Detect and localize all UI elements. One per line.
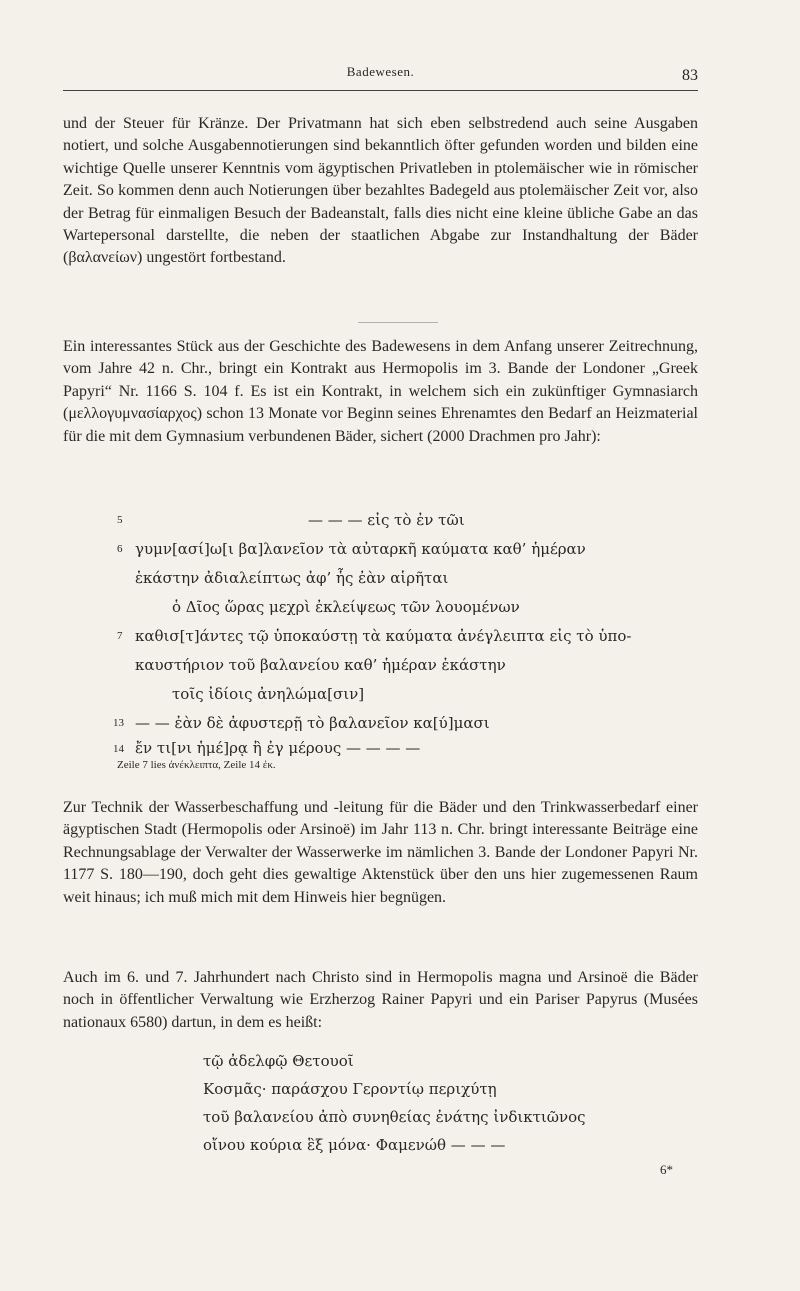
page-number: 83 xyxy=(682,67,698,84)
greek-line: τῷ ἀδελφῷ Θετουοῖ xyxy=(203,1052,354,1070)
greek-line: ἑκάστην ἀδιαλείπτως ἀφ’ ἧς ἐὰν αἱρῆται xyxy=(135,569,449,587)
greek-line: Κοσμᾶς· παράσχου Γεροντίῳ περιχύτῃ xyxy=(203,1080,497,1098)
line-number: 13 xyxy=(113,717,124,729)
greek-line: ὁ Δῖος ὥρας μεχρὶ ἐκλείψεως τῶν λουομένων xyxy=(172,598,520,616)
line-number: 6 xyxy=(117,543,123,555)
greek-line: ἔν τι[νι ἡμέ]ρᾳ ἢ ἐγ μέρους — — — — xyxy=(135,739,421,757)
greek-line: — — ἐὰν δὲ ἀφυστερῇ τὸ βαλανεῖον κα[ύ]μασι xyxy=(135,714,490,732)
critical-note: Zeile 7 lies ἀνέκλειπτα, Zeile 14 ἐκ. xyxy=(117,759,276,771)
greek-line: — — — εἰς τὸ ἐν τῶι xyxy=(308,511,465,529)
paragraph-4: Auch im 6. und 7. Jahrhundert nach Christo sind in Hermopolis magna und Arsinoë die Bäder noch in öffentlicher Verwaltung wie Erzherzog Rainer Papyri und ein Pariser Papyrus (Musées nationaux 6580) dartun, in dem es heißt: xyxy=(63,969,698,1031)
greek-line: οἴνου κούρια ἓξ μόνα· Φαμενώθ — — — xyxy=(203,1136,506,1154)
line-number: 5 xyxy=(117,514,123,526)
greek-line: γυμν[ασί]ω[ι βα]λανεῖον τὰ αὐταρκῆ καύματα καθ’ ἡμέραν xyxy=(135,540,586,558)
running-title: Badewesen. xyxy=(346,64,415,79)
greek-line: τοῖς ἰδίοις ἀνηλώμα[σιν] xyxy=(172,685,365,703)
greek-line: τοῦ βαλανείου ἀπὸ συνηθείας ἐνάτης ἰνδικτιῶνος xyxy=(203,1108,586,1126)
paragraph-1: und der Steuer für Kränze. Der Privatmann hat sich eben selbstredend auch seine Ausgaben notiert, und solche Ausgabennotierungen sind bekanntlich öfter gefunden worden und bilden eine wichtige Quelle unserer Kenntnis vom ägyptischen Privatleben in ptolemäischer wie in römischer Zeit. So kommen denn auch Notierungen über bezahltes Badegeld aus ptolemäischer Zeit vor, also der Betrag für einmaligen Besuch der Badeanstalt, falls dies nicht eine kleine übliche Gabe an das Wartepersonal darstellte, die neben der staatlichen Abgabe zur Instandhaltung der Bäder (βαλανείων) ungestört fortbestand. xyxy=(63,115,698,267)
page-header xyxy=(63,60,698,91)
greek-line: καθισ[τ]άντες τῷ ὑποκαύστῃ τὰ καύματα ἀνέγλειπτα εἰς τὸ ὑπο- xyxy=(135,627,632,645)
line-number: 7 xyxy=(117,630,123,642)
line-number: 14 xyxy=(113,743,124,755)
paragraph-3: Zur Technik der Wasserbeschaffung und -leitung für die Bäder und den Trinkwasserbedarf einer ägyptischen Stadt (Hermopolis oder Arsinoë) im Jahr 113 n. Chr. bringt interessante Beiträge eine Rechnungsablage der Verwalter der Wasserwerke im nämlichen 3. Bande der Londoner Papyri Nr. 1177 S. 180—190, doch geht dies gewaltige Aktenstück über den uns hier zugemessenen Raum weit hinaus; ich muß mich mit dem Hinweis hier begnügen. xyxy=(63,799,698,906)
signature-mark: 6* xyxy=(660,1162,673,1177)
paragraph-2: Ein interessantes Stück aus der Geschichte des Badewesens in dem Anfang unserer Zeitrechnung, vom Jahre 42 n. Chr., bringt ein Kontrakt aus Hermopolis im 3. Bande der Londoner „Greek Papyri“ Nr. 1166 S. 104 f. Es ist ein Kontrakt, in welchem sich ein zukünftiger Gymnasiarch (μελλογυμνασίαρχος) schon 13 Monate vor Beginn seines Ehrenamtes den Bedarf an Heizmaterial für die mit dem Gymnasium verbundenen Bäder, sichert (2000 Drachmen pro Jahr): xyxy=(63,338,698,445)
section-divider xyxy=(358,322,438,323)
greek-line: καυστήριον τοῦ βαλανείου καθ’ ἡμέραν ἑκάστην xyxy=(135,656,506,674)
